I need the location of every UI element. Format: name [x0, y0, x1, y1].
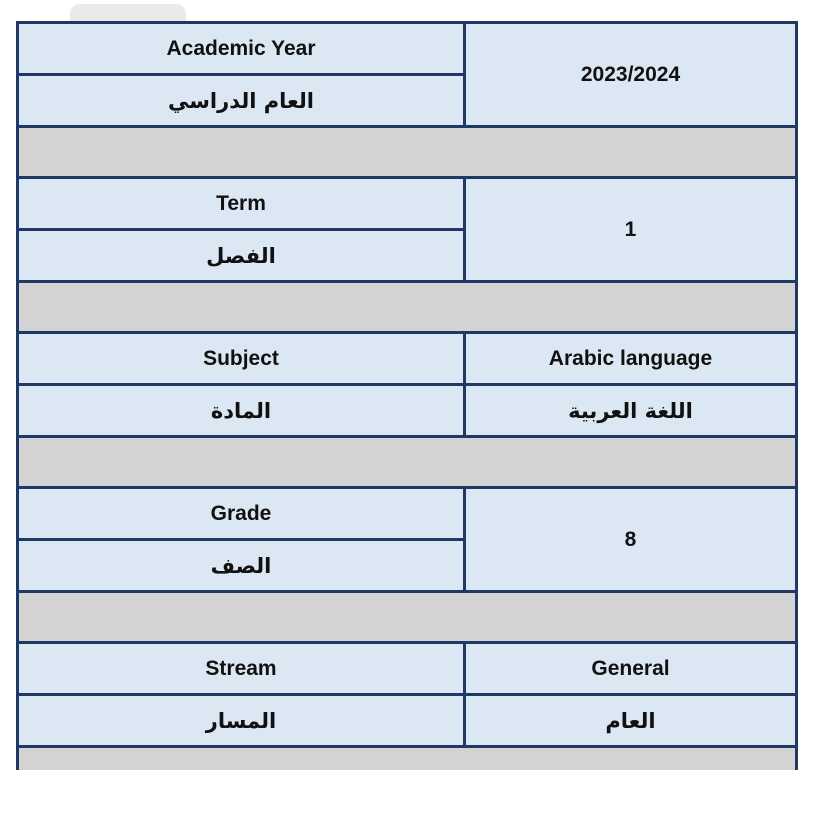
subject-row-ar: [18, 385, 797, 437]
academic-year-value: 2023/2024: [465, 23, 797, 127]
term-label-en: Term: [18, 178, 465, 230]
subject-row: [18, 333, 797, 385]
separator-row: [18, 747, 797, 771]
subject-value-en: Arabic language: [465, 333, 797, 385]
stream-value-en: General: [465, 643, 797, 695]
separator-row: [18, 282, 797, 333]
academic-year-label-ar: العام الدراسي: [18, 75, 465, 127]
stream-label-ar: المسار: [18, 695, 465, 747]
term-value: 1: [465, 178, 797, 282]
stream-row: [18, 643, 797, 695]
term-row: [18, 178, 797, 230]
subject-label-ar: المادة: [18, 385, 465, 437]
academic-year-row: [18, 23, 797, 75]
grade-label-en: Grade: [18, 488, 465, 540]
stream-row-ar: [18, 695, 797, 747]
subject-label-en: Subject: [18, 333, 465, 385]
separator-row: [18, 592, 797, 643]
stream-value-ar: العام: [465, 695, 797, 747]
grade-value: 8: [465, 488, 797, 592]
grade-label-ar: الصف: [18, 540, 465, 592]
subject-value-ar: اللغة العربية: [465, 385, 797, 437]
grade-row: [18, 488, 797, 540]
course-info-table: [16, 21, 798, 770]
separator-row: [18, 437, 797, 488]
separator-row: [18, 127, 797, 178]
stream-label-en: Stream: [18, 643, 465, 695]
academic-year-label-en: Academic Year: [18, 23, 465, 75]
term-label-ar: الفصل: [18, 230, 465, 282]
